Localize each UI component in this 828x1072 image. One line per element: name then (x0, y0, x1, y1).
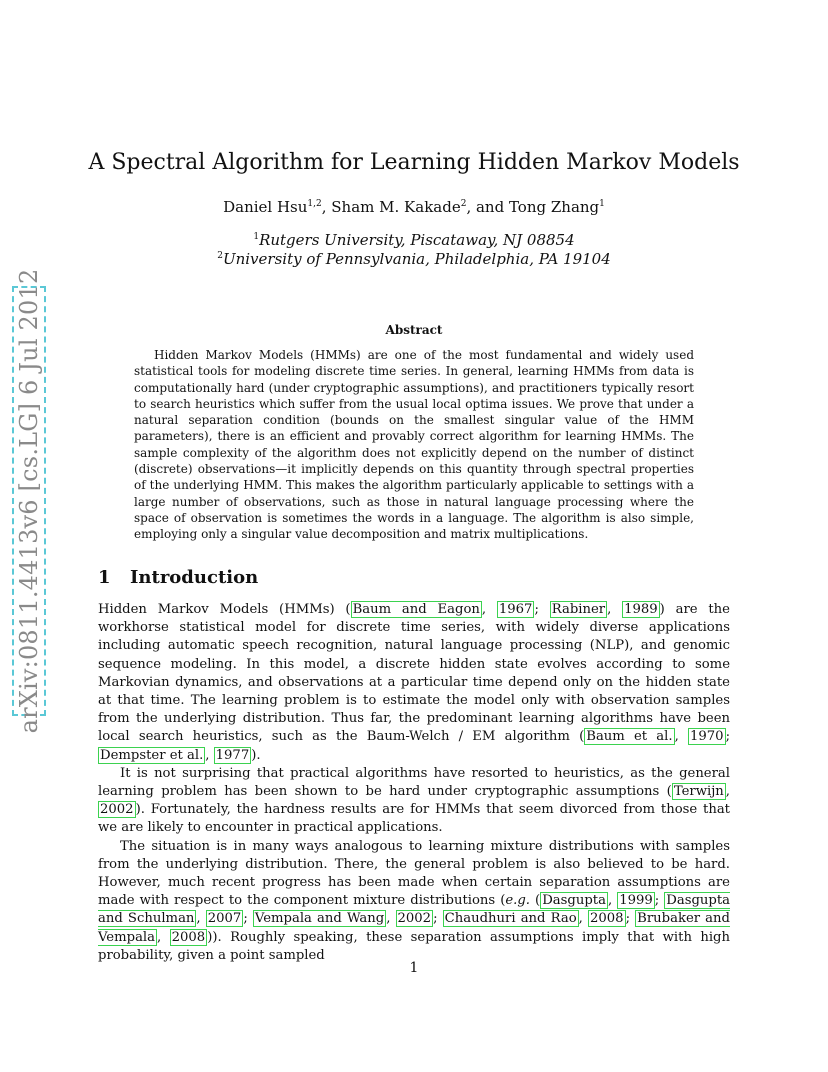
text-run: Hidden Markov Models (HMMs) ( (98, 602, 351, 617)
text-run: ; (243, 911, 253, 927)
section-title: Introduction (130, 567, 259, 588)
citation-link[interactable]: 2002 (100, 802, 134, 818)
citation-link[interactable]: Vempala and Wang (254, 911, 385, 927)
abstract-heading: Abstract (385, 323, 443, 337)
citation-link[interactable]: 1977 (215, 747, 250, 763)
citation-link[interactable]: 2007 (207, 911, 242, 927)
citation-link[interactable]: Baum et al. (586, 729, 673, 745)
text-run: ; (654, 893, 665, 909)
author: Daniel Hsu$^{1,2}$, (223, 198, 332, 216)
citation-link[interactable]: Dempster et al. (100, 747, 204, 763)
section-number: 1 (98, 567, 111, 588)
text-run: ) are the workhorse statistical model for discrete time series, with widely diverse applications including automatic speech recognition, natural language processing (NLP), and genomic sequence modeling. In this model, a discrete hidden state evolves according to some Markovian dynamics, and observations at a particular time depend only on the hidden state at that time. The learning problem is to estimate the model only with observation samples from the underlying distribution. Thus far, the predominant learning algorithms have been local search heuristics, such as the Baum-Welch / EM algorithm ( (98, 602, 730, 745)
arxiv-identifier[interactable]: arXiv:0811.4413v6 [cs.LG] 6 Jul 2012 (15, 268, 43, 734)
arxiv-stamp[interactable] (12, 268, 46, 734)
text-run: The situation is in many ways analogous to learning mixture distributions with samples from the underlying distribution. There, the general problem is also believed to be hard. However, much recent progress has been made when certain separation assumptions are made with respect to the component mixture distributions ( (98, 838, 730, 909)
author: Sham M. Kakade$^2$, and (331, 198, 509, 216)
citation-link[interactable]: 2002 (397, 911, 432, 927)
author: Tong Zhang$^1$ (508, 198, 605, 216)
text-run: , (205, 747, 214, 763)
body-paragraph (98, 838, 730, 965)
affiliation: $^1$Rutgers University, Piscataway, NJ 08854 (253, 231, 575, 249)
text-run: , (607, 893, 618, 909)
paper-title: A Spectral Algorithm for Learning Hidden Markov Models (88, 150, 740, 175)
text-run: , (196, 911, 206, 927)
text-run: , (607, 602, 623, 617)
citation-link[interactable]: Dasgupta (542, 893, 606, 909)
text-run: , (386, 911, 396, 927)
citation-link[interactable]: 1967 (498, 602, 533, 617)
citation-link[interactable]: 2008 (171, 929, 206, 945)
section-heading (98, 567, 258, 588)
page-number: 1 (409, 960, 419, 976)
citation-link[interactable]: 1989 (624, 602, 658, 617)
affiliation: $^2$University of Pennsylvania, Philadelphia, PA 19104 (217, 250, 611, 268)
text-run: , (481, 602, 497, 617)
author-list (0, 198, 828, 216)
citation-link[interactable]: Chaudhuri and Rao (444, 911, 577, 927)
text-run: , (674, 729, 688, 745)
text-run: ; (534, 602, 550, 617)
text-run: , (725, 784, 730, 800)
text-run: ). Fortunately, the hardness results are for HMMs that seem divorced from those that we are likely to encounter in practical applications. (98, 802, 730, 836)
italic-text: e.g. (505, 893, 530, 909)
text-run: It is not surprising that practical algorithms have resorted to heuristics, as the general learning problem has been shown to be hard under cryptographic assumptions ( (98, 765, 730, 800)
citation-link[interactable]: Dasgupta and Schulman (98, 893, 731, 927)
text-run: ( (530, 893, 541, 909)
citation-link[interactable]: 2008 (590, 911, 624, 927)
text-run: ). (251, 747, 261, 763)
citation-link[interactable]: Baum and Eagon (352, 602, 480, 617)
text-run: ; (433, 911, 443, 927)
text-run: ; (725, 729, 731, 745)
body-paragraph (98, 601, 730, 765)
abstract-text: Hidden Markov Models (HMMs) are one of the most fundamental and widely used statistical tools for modeling discrete time series. In general, learning HMMs from data is computationally hard (under cryptographic assumptions), and practitioners typically resort to search heuristics which suffer from the usual local optima issues. We prove that under a natural separation condition (bounds on the smallest singular value of the HMM parameters), there is an efficient and provably correct algorithm for learning HMMs. The sample complexity of the algorithm does not explicitly depend on the number of distinct (discrete) observations—it implicitly depends on this quantity through spectral properties of the underlying HMM. This makes the algorithm particularly applicable to settings with a large number of observations, such as those in natural language processing where the space of observation is sometimes the words in a language. The algorithm is also simple, employing only a singular value decomposition and matrix multiplications. (134, 348, 694, 542)
body-text (98, 601, 730, 965)
text-run: , (578, 911, 588, 927)
text-run: ; (625, 911, 636, 927)
citation-link[interactable]: Terwijn (673, 784, 724, 800)
text-run: , (157, 929, 170, 945)
body-paragraph (98, 765, 730, 838)
citation-link[interactable]: 1970 (690, 729, 724, 745)
text-run: )). Roughly speaking, these separation assumptions imply that with high probability, given a point sampled (98, 929, 730, 963)
citation-link[interactable]: Rabiner (551, 602, 606, 617)
citation-link[interactable]: 1999 (619, 893, 653, 909)
citation-link[interactable]: Brubaker and Vempala (98, 911, 730, 945)
